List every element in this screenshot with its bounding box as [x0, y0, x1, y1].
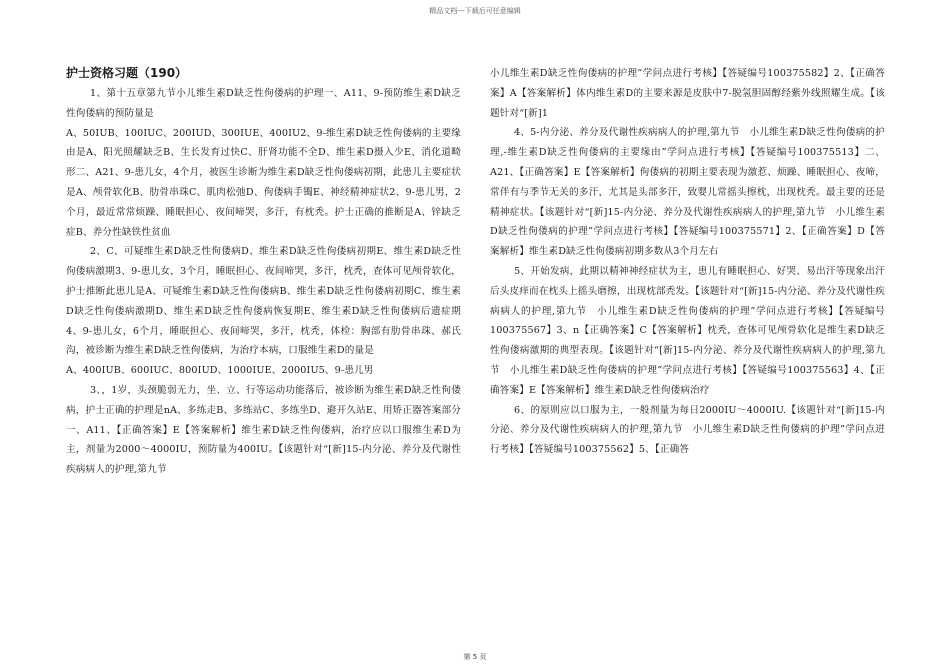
- document-title: 护士资格习题（190）: [66, 66, 188, 80]
- paragraph: A、50IUB、100IUC、200IUD、300IUE、400IU2、9-维生素D缺乏性佝偻病的主要缘由是A、阳光照耀缺乏B、生长发育过快C、肝肾功能不全D、维生素D摄入少E、消化道畸形二、A21、9-患儿女，4个月，被医生诊断为维生素D缺乏性佝偻病初期，此患儿主要症状是A、颅骨软化B、肋骨串珠C、肌肉松弛D、佝偻病手镯E、神经精神症状2、9-患儿男，2个月，最近常常烦躁、睡眠担心、夜间啼哭，多汗，有枕秃。护士正确的推断是A、锌缺乏症B、养分性缺铁性贫血: [66, 127, 461, 238]
- paragraph: 5、开始发病，此期以精神神经症状为主，患儿有睡眠担心、好哭、易出汗等现象出汗后头皮痒而在枕头上摇头磨擦，出现枕部秃发。【该题针对“[新]15-内分泌、养分及代谢性疾病病人的护理,第九节 小儿维生素D缺乏性佝偻病的护理”学问点进行考核】【答疑编号100375567】3、n【正确答案】C【答案解析】枕秃，查体可见颅骨软化是维生素D缺乏性佝偻病激期的典型表现。【该题针对“[新]15-内分泌、养分及代谢性疾病病人的护理,第九节 小儿维生素D缺乏性佝偻病的护理”学问点进行考核】【答疑编号100375563】4、【正确答案】E【答案解析】维生素D缺乏性佝偻病治疗: [490, 265, 885, 396]
- paragraph: 4、5-内分泌、养分及代谢性疾病病人的护理,第九节 小儿维生素D缺乏性佝偻病的护理,-维生素D缺乏性佝偻病的主要缘由”学问点进行考核】【答疑编号100375513】二、A21、【正确答案】E【答案解析】佝偻病的初期主要表现为激惹、烦躁、睡眠担心、夜啼，常伴有与季节无关的多汗，尤其是头部多汗，致婴儿常摇头擦枕，出现枕秃。最主要的还是精神症状。【该题针对“[新]15-内分泌、养分及代谢性疾病病人的护理,第九节 小儿维生素D缺乏性佝偻病的护理”学问点进行考核】【答疑编号100375571】2、【正确答案】D【答案解析】维生素D缺乏性佝偻病初期多数从3个月左右: [490, 127, 885, 258]
- page-number: 第 5 页: [463, 653, 487, 661]
- paragraph: A、400IUB、600IUC、800IUD、1000IUE、2000IU5、9-患儿男: [66, 365, 374, 377]
- paragraph: 1、第十五章第九节小儿维生素D缺乏性佝偻病的护理一、A11、9-预防维生素D缺乏性佝偻病的预防量是: [66, 88, 461, 119]
- paragraph: 小儿维生素D缺乏性佝偻病的护理”学问点进行考核】【答疑编号100375582】2、【正确答案】A【答案解析】体内维生素D的主要来源是皮肤中7-脱氢胆固醇经紫外线照耀生成。【该题针对“[新]1: [490, 68, 885, 119]
- paragraph: 6、的原则应以口服为主，一般剂量为每日2000IU～4000IU.【该题针对“[新]15-内分泌、养分及代谢性疾病病人的护理,第九节 小儿维生素D缺乏性佝偻病的护理”学问点进行考核】【答疑编号100375562】5、【正确答: [490, 404, 885, 456]
- paragraph: 3、，1岁，头颈脆弱无力，坐、立、行等运动功能落后，被诊断为维生素D缺乏性佝偻病，护士正确的护理是nA、多练走B、多练站C、多练坐D、避开久站E、用矫正器答案部分一、A11、【正确答案】E【答案解析】维生素D缺乏性佝偻病，治疗应以口服维生素D为主，剂量为2000～4000IU，预防量为400IU。【该题针对“[新]15-内分泌、养分及代谢性疾病病人的护理,第九节: [66, 384, 461, 476]
- left-column: [66, 64, 461, 480]
- paragraph: 2、C、可疑维生素D缺乏性佝偻病D、维生素D缺乏性佝偻病初期E、维生素D缺乏性佝偻病激期3、9-患儿女，3个月，睡眠担心、夜间啼哭，多汗，枕秃，查体可见颅骨软化，护士推断此患儿是A、可疑维生素D缺乏性佝偻病B、维生素D缺乏性佝偻病初期C、维生素D缺乏性佝偻病激期D、维生素D缺乏性佝偻病恢复期E、维生素D缺乏性佝偻病后遗症期4、9-患儿女，6个月，睡眠担心、夜间啼哭，多汗，枕秃，体检：胸部有肋骨串珠、郝氏沟，被诊断为维生素D缺乏性佝偻病，为治疗本病，口服维生素D的量是: [66, 246, 461, 357]
- page-header: 精品文档---下载后可任意编辑: [429, 7, 521, 15]
- right-column: [490, 64, 885, 460]
